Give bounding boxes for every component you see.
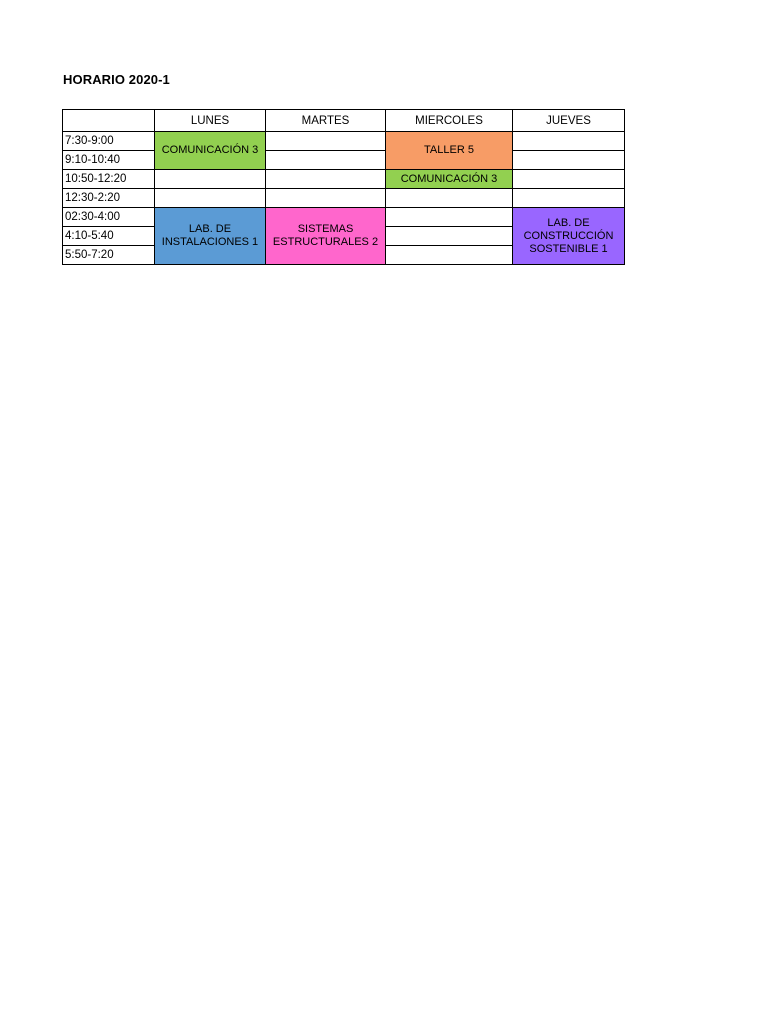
course-cell-lab-instalaciones-lunes: LAB. DE INSTALACIONES 1 [155, 208, 266, 265]
empty-cell [266, 151, 386, 170]
header-corner-cell [63, 110, 155, 132]
day-header-martes: MARTES [266, 110, 386, 132]
course-cell-lab-construccion-jueves: LAB. DE CONSTRUCCIÓN SOSTENIBLE 1 [513, 208, 625, 265]
time-slot: 10:50-12:20 [63, 170, 155, 189]
time-slot: 02:30-4:00 [63, 208, 155, 227]
page-title: HORARIO 2020-1 [63, 72, 170, 87]
time-slot: 4:10-5:40 [63, 227, 155, 246]
table-row [63, 170, 625, 189]
time-slot: 5:50-7:20 [63, 246, 155, 265]
time-slot: 9:10-10:40 [63, 151, 155, 170]
course-cell-taller-miercoles: TALLER 5 [386, 132, 513, 170]
empty-cell [155, 170, 266, 189]
table-row [63, 132, 625, 151]
course-cell-comunicacion-lunes: COMUNICACIÓN 3 [155, 132, 266, 170]
time-slot: 7:30-9:00 [63, 132, 155, 151]
empty-cell [386, 227, 513, 246]
empty-cell [386, 189, 513, 208]
empty-cell [386, 246, 513, 265]
course-cell-sistemas-martes: SISTEMAS ESTRUCTURALES 2 [266, 208, 386, 265]
empty-cell [266, 170, 386, 189]
empty-cell [513, 170, 625, 189]
empty-cell [155, 189, 266, 208]
day-header-miercoles: MIERCOLES [386, 110, 513, 132]
empty-cell [266, 132, 386, 151]
table-row [63, 189, 625, 208]
empty-cell [513, 151, 625, 170]
course-cell-comunicacion-miercoles: COMUNICACIÓN 3 [386, 170, 513, 189]
table-row [63, 151, 625, 170]
empty-cell [266, 189, 386, 208]
time-slot: 12:30-2:20 [63, 189, 155, 208]
schedule-table [62, 109, 625, 265]
day-header-jueves: JUEVES [513, 110, 625, 132]
empty-cell [513, 132, 625, 151]
empty-cell [513, 189, 625, 208]
header-row [63, 110, 625, 132]
empty-cell [386, 208, 513, 227]
table-row [63, 208, 625, 227]
day-header-lunes: LUNES [155, 110, 266, 132]
